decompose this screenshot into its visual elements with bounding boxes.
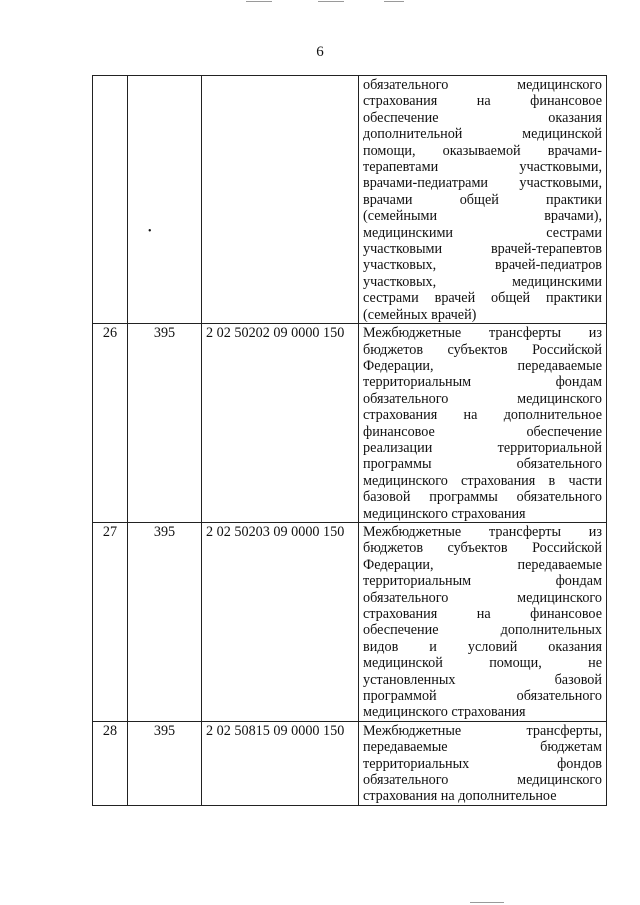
administrator-code-cell [128,76,202,324]
description-line: участковыми врачей-терапевтов [363,241,602,258]
description-line: сестрами врачей общей практики [363,290,602,307]
description-line: установленных базовой [363,671,602,688]
description-line: врачами-педиатрами участковыми, [363,175,602,192]
scan-mark-top [246,1,272,2]
row-number-cell [93,76,128,324]
administrator-code-cell: 395 [128,324,202,523]
row-number-cell: 28 [93,721,128,805]
description-line: программой обязательного [363,688,602,705]
description-line: (семейных врачей) [363,306,477,323]
description-line: бюджетов субъектов Российской [363,341,602,358]
scan-dot: • [148,226,152,237]
description-line: базовой программы обязательного [363,489,602,506]
description-line: помощи, оказываемой врачами- [363,142,602,159]
description-line: территориальных фондов [363,755,602,772]
revenue-description-cell [359,522,607,721]
description-line: дополнительной медицинской [363,126,602,143]
description-line: Федерации, передаваемые [363,357,602,374]
budget-codes-table [92,75,607,806]
description-line: видов и условий оказания [363,638,602,655]
description-line: Межбюджетные трансферты из [363,523,602,540]
description-line: передаваемые бюджетам [363,739,602,756]
description-line: обязательного медицинского [363,589,602,606]
description-line: страхования на дополнительное [363,407,602,424]
budget-classification-code-cell: 2 02 50202 09 0000 150 [202,324,359,523]
row-number-cell: 26 [93,324,128,523]
description-line: обязательного медицинского [363,77,602,93]
description-line: страхования на финансовое [363,606,602,622]
administrator-code-cell: 395 [128,721,202,805]
revenue-description-cell [359,721,607,805]
administrator-code-cell: 395 [128,522,202,721]
description-line: врачами общей практики [363,191,602,208]
scan-mark-top [384,1,404,2]
budget-classification-code-cell: 2 02 50203 09 0000 150 [202,522,359,721]
description-line: медицинского страхования в части [363,472,602,489]
description-line: бюджетов субъектов Российской [363,540,602,557]
description-line: обязательного медицинского [363,772,602,789]
description-line: Межбюджетные трансферты из [363,325,602,342]
description-line: обеспечение оказания [363,109,602,126]
description-line: медицинской помощи, не [363,655,602,672]
description-line: медицинского страхования [363,704,526,721]
table-row [93,76,607,324]
table-row [93,522,607,721]
revenue-description-cell [359,76,607,324]
budget-classification-code-cell: 2 02 50815 09 0000 150 [202,721,359,805]
description-line: территориальным фондам [363,374,602,391]
description-line: реализации территориальной [363,439,602,456]
description-line: обязательного медицинского [363,390,602,407]
description-line: участковых, врачей-педиатров [363,257,602,274]
budget-classification-code-cell [202,76,359,324]
description-line: программы обязательного [363,456,602,473]
description-line: Межбюджетные трансферты, [363,722,602,739]
scan-mark-top [318,1,344,2]
row-number-cell: 27 [93,522,128,721]
description-line: участковых, медицинскими [363,273,602,290]
description-line: Федерации, передаваемые [363,556,602,573]
description-line: медицинскими сестрами [363,224,602,241]
description-line: обеспечение дополнительных [363,622,602,639]
description-line: территориальным фондам [363,573,602,590]
description-line: финансовое обеспечение [363,423,602,440]
scan-mark-bottom [470,902,504,903]
description-line: (семейными врачами), [363,208,602,225]
table-row [93,721,607,805]
description-line: медицинского страхования [363,505,526,522]
table-row [93,324,607,523]
page-number: 6 [316,44,324,60]
description-line: терапевтами участковыми, [363,159,602,176]
description-line: страхования на финансовое [363,93,602,110]
revenue-description-cell [359,324,607,523]
description-line: страхования на дополнительное [363,788,557,805]
